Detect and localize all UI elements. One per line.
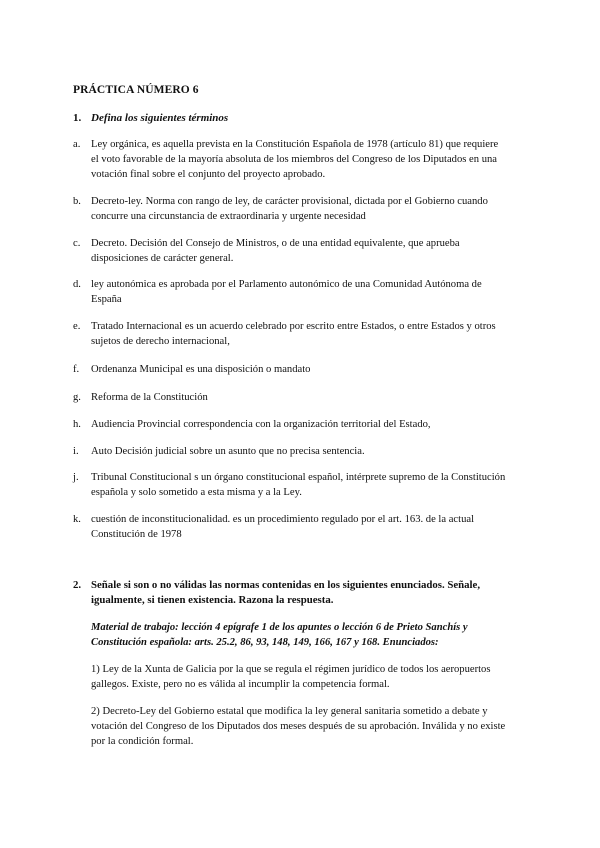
list-item-f — [73, 362, 533, 377]
list-item-a — [73, 137, 533, 182]
work-material — [91, 620, 521, 650]
list-item-d — [73, 277, 533, 307]
item-line: Tribunal Constitucional s un órgano constitucional español, intérprete supremo de la Constitución — [91, 472, 506, 483]
item-line: sujetos de derecho internacional, — [91, 336, 230, 347]
statement-line: gallegos. Existe, pero no es válida al incumplir la competencia formal. — [91, 679, 390, 690]
item-line: Decreto. Decisión del Consejo de Ministros, o de una entidad equivalente, que aprueba — [91, 238, 460, 249]
item-line: España — [91, 294, 122, 305]
item-marker: k. — [73, 514, 81, 525]
list-item-i — [73, 444, 533, 459]
item-line: votación final sobre el conjunto del proyecto aprobado. — [91, 169, 326, 180]
item-line: disposiciones de carácter general. — [91, 253, 234, 264]
section-2-heading — [73, 578, 533, 608]
item-marker: j. — [73, 472, 79, 483]
item-line: concurre una circunstancia de extraordinaria y urgente necesidad — [91, 211, 366, 222]
material-line: Constitución española: arts. 25.2, 86, 93, 148, 149, 166, 167 y 168. Enunciados: — [91, 637, 439, 648]
page-title: PRÁCTICA NÚMERO 6 — [73, 84, 199, 96]
statement-line: 1) Ley de la Xunta de Galicia por la que se regula el régimen jurídico de todos los aeropuertos — [91, 664, 491, 675]
item-marker: f. — [73, 364, 80, 375]
heading-line: Señale si son o no válidas las normas contenidas en los siguientes enunciados. Señale, — [91, 579, 481, 591]
item-line: Decreto-ley. Norma con rango de ley, de carácter provisional, dictada por el Gobierno cuando — [91, 196, 488, 207]
section-number: 2. — [73, 579, 82, 591]
item-marker: h. — [73, 419, 81, 430]
list-item-h — [73, 417, 533, 432]
item-line: el voto favorable de la mayoría absoluta de los miembros del Congreso de los Diputados en una — [91, 154, 497, 165]
heading-line: igualmente, si tienen existencia. Razona la respuesta. — [91, 594, 334, 606]
item-line: Ordenanza Municipal es una disposición o mandato — [91, 364, 311, 375]
material-line: Material de trabajo: lección 4 epígrafe 1 de los apuntes o lección 6 de Prieto Sanchís y — [91, 622, 468, 633]
item-line: Ley orgánica, es aquella prevista en la Constitución Española de 1978 (artículo 81) que requiere — [91, 139, 499, 150]
item-marker: b. — [73, 196, 81, 207]
list-item-e — [73, 319, 533, 349]
statement-1 — [91, 662, 521, 692]
section-number: 1. — [73, 112, 82, 124]
item-line: Audiencia Provincial correspondencia con la organización territorial del Estado, — [91, 419, 431, 430]
statement-line: votación del Congreso de los Diputados dos meses después de su aprobación. Inválida y no existe — [91, 721, 506, 732]
item-marker: e. — [73, 321, 81, 332]
item-line: Constitución de 1978 — [91, 529, 182, 540]
item-line: cuestión de inconstitucionalidad. es un procedimiento regulado por el art. 163. de la actual — [91, 514, 475, 525]
item-line: española y solo sometido a esta misma y a la Ley. — [91, 487, 302, 498]
list-item-g — [73, 390, 533, 405]
list-item-k — [73, 512, 533, 542]
list-item-j — [73, 470, 533, 500]
item-marker: g. — [73, 392, 81, 403]
section-1-heading — [73, 112, 228, 124]
statement-2 — [91, 704, 521, 749]
item-line: Auto Decisión judicial sobre un asunto que no precisa sentencia. — [91, 446, 365, 457]
item-line: ley autonómica es aprobada por el Parlamento autonómico de una Comunidad Autónoma de — [91, 279, 482, 290]
statement-line: 2) Decreto-Ley del Gobierno estatal que modifica la ley general sanitaria sometido a debate y — [91, 706, 488, 717]
list-item-c — [73, 236, 533, 266]
item-line: Reforma de la Constitución — [91, 392, 208, 403]
item-marker: a. — [73, 139, 81, 150]
item-marker: c. — [73, 238, 81, 249]
item-marker: d. — [73, 279, 81, 290]
statement-line: por la condición formal. — [91, 736, 194, 747]
item-line: Tratado Internacional es un acuerdo celebrado por escrito entre Estados, o entre Estados y otros — [91, 321, 496, 332]
list-item-b — [73, 194, 533, 224]
section-heading-text: Defina los siguientes términos — [91, 112, 229, 124]
item-marker: i. — [73, 446, 79, 457]
